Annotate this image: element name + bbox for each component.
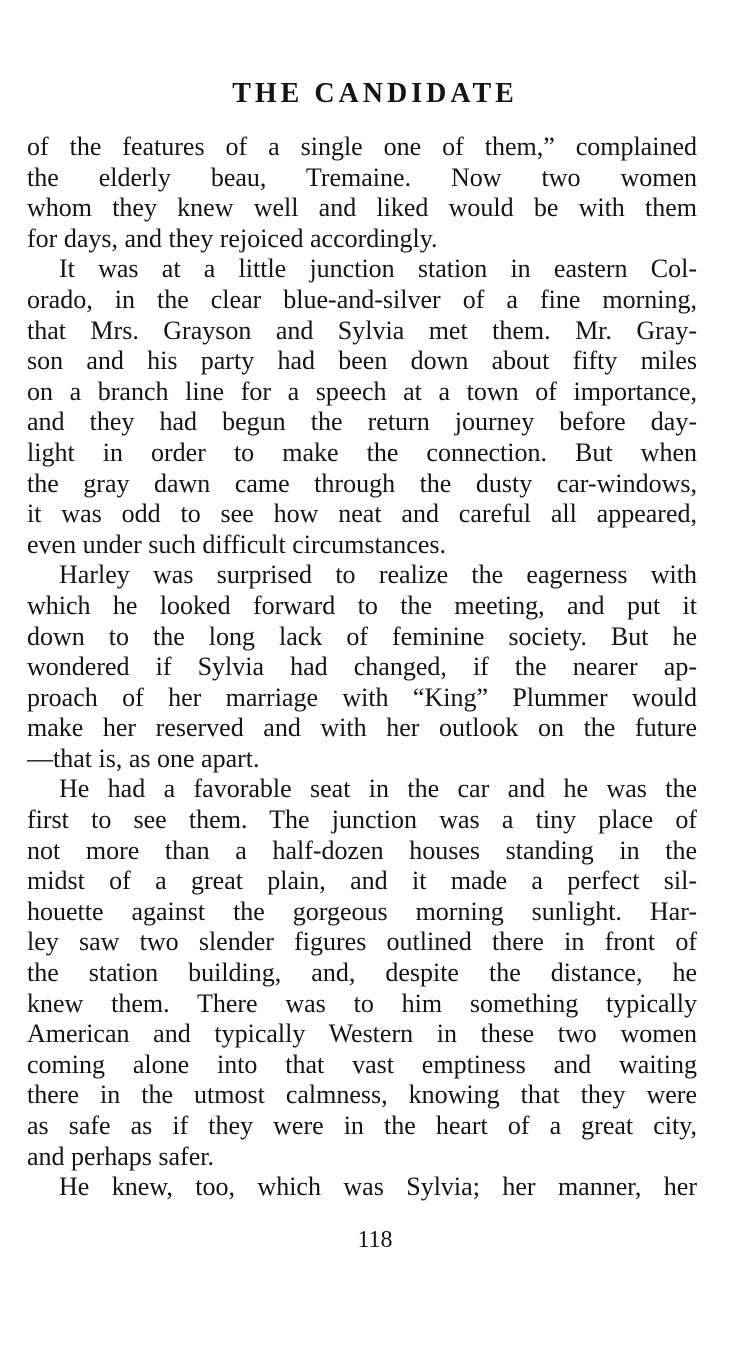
text-line: —that is, as one apart. <box>27 743 260 773</box>
text-line: and they had begun the return journey before day- <box>27 407 697 437</box>
text-line: whom they knew well and liked would be with them <box>27 193 697 223</box>
text-line: not more than a half-dozen houses standing in the <box>27 835 697 865</box>
text-line: make her reserved and with her outlook on the future <box>27 713 697 743</box>
text-line: light in order to make the connection. But when <box>27 437 697 467</box>
text-line: there in the utmost calmness, knowing that they were <box>27 1080 697 1110</box>
text-line: the elderly beau, Tremaine. Now two women <box>27 162 697 192</box>
text-line: knew them. There was to him something typically <box>27 988 697 1018</box>
text-line: wondered if Sylvia had changed, if the nearer ap- <box>27 652 697 682</box>
paragraph-first-line: He had a favorable seat in the car and he was the <box>59 774 697 804</box>
paragraph-first-line: It was at a little junction station in eastern Col- <box>59 254 697 284</box>
running-title: THE CANDIDATE <box>232 78 518 109</box>
text-line: houette against the gorgeous morning sunlight. Har- <box>27 896 697 926</box>
text-line: it was odd to see how neat and careful all appeared, <box>27 499 697 529</box>
text-line: son and his party had been down about fifty miles <box>27 346 697 376</box>
text-line: that Mrs. Grayson and Sylvia met them. Mr. Gray- <box>27 315 697 345</box>
text-line: of the features of a single one of them,” complained <box>27 132 697 161</box>
paragraph-first-line: He knew, too, which was Sylvia; her manner, her <box>59 1172 697 1202</box>
text-line: coming alone into that vast emptiness and waiting <box>27 1049 697 1079</box>
text-line: ley saw two slender figures outlined there in front of <box>27 927 697 957</box>
text-line: orado, in the clear blue-and-silver of a fine morning, <box>27 284 697 314</box>
text-line: the gray dawn came through the dusty car-windows, <box>27 468 697 498</box>
text-line: even under such difficult circumstances. <box>27 529 446 559</box>
text-line: as safe as if they were in the heart of a great city, <box>27 1111 697 1140</box>
text-line: on a branch line for a speech at a town of importance, <box>27 376 697 406</box>
text-line: down to the long lack of feminine society. But he <box>27 621 697 651</box>
text-line: midst of a great plain, and it made a perfect sil- <box>27 866 697 896</box>
paragraph-first-line: Harley was surprised to realize the eagerness with <box>59 560 697 590</box>
text-line: proach of her marriage with “King” Plummer would <box>27 682 697 712</box>
body-text <box>27 132 697 1203</box>
text-line: for days, and they rejoiced accordingly. <box>27 223 438 253</box>
text-line: first to see them. The junction was a tiny place of <box>27 805 697 835</box>
page-number: 118 <box>357 1227 393 1253</box>
text-line: and perhaps safer. <box>27 1141 214 1171</box>
text-line: which he looked forward to the meeting, and put it <box>27 590 697 620</box>
text-line: American and typically Western in these two women <box>27 1019 697 1049</box>
text-line: the station building, and, despite the distance, he <box>27 958 697 988</box>
